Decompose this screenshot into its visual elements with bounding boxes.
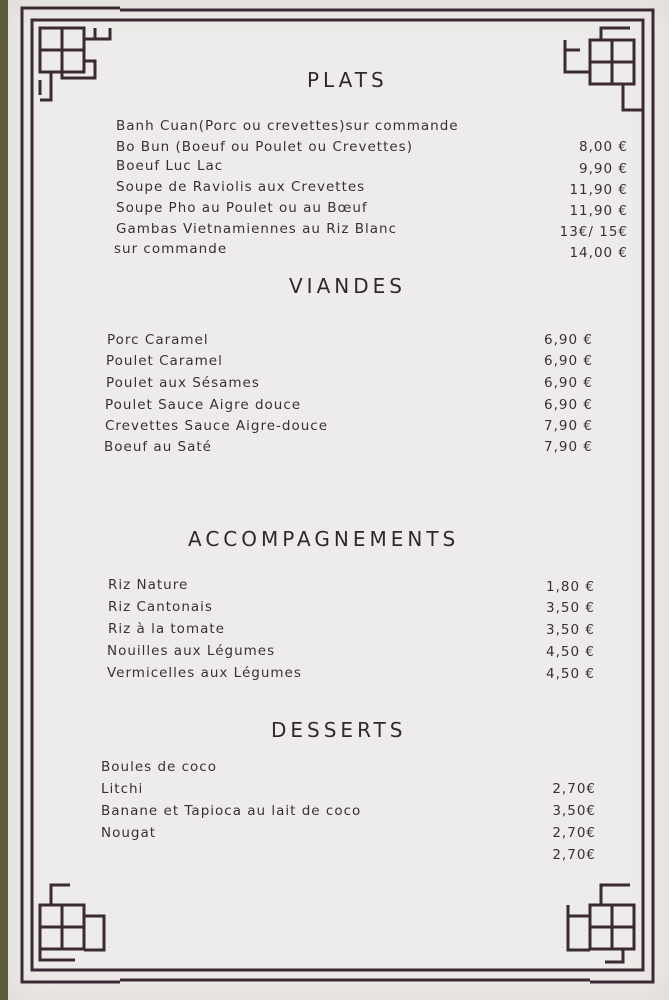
- menu-item-price: 11,90 €: [569, 203, 628, 219]
- menu-item-name: Bo Bun (Boeuf ou Poulet ou Crevettes): [116, 139, 413, 155]
- menu-item-name: Riz à la tomate: [108, 621, 225, 637]
- menu-item-name: Crevettes Sauce Aigre-douce: [105, 418, 329, 434]
- menu-item-name: Boules de coco: [101, 759, 217, 775]
- menu-item-price: 2,70€: [552, 781, 596, 797]
- menu-item-name: sur commande: [114, 241, 228, 257]
- menu-item-price: 11,90 €: [569, 182, 628, 198]
- menu-item-price: 9,90 €: [579, 161, 628, 177]
- menu-item-price: 2,70€: [552, 825, 596, 841]
- menu-item-price: 8,00 €: [579, 139, 628, 155]
- menu-item-price: 2,70€: [552, 847, 596, 863]
- menu-item-name: Soupe de Raviolis aux Crevettes: [116, 179, 366, 195]
- section-title-plats: PLATS: [307, 68, 388, 92]
- menu-item-name: Nouilles aux Légumes: [107, 643, 276, 659]
- menu-item-name: Litchi: [101, 781, 144, 797]
- menu-item-name: Porc Caramel: [107, 332, 209, 348]
- menu-item-name: Poulet Caramel: [106, 353, 223, 369]
- menu-item-price: 3,50 €: [546, 622, 595, 638]
- menu-item-price: 6,90 €: [544, 397, 593, 413]
- menu-item-name: Gambas Vietnamiennes au Riz Blanc: [116, 221, 398, 237]
- menu-item-price: 6,90 €: [544, 353, 593, 369]
- menu-item-price: 4,50 €: [546, 644, 595, 660]
- menu-item-price: 7,90 €: [544, 418, 593, 434]
- menu-item-name: Soupe Pho au Poulet ou au Bœuf: [116, 200, 368, 216]
- corner-ornament-bottom-left: [22, 885, 120, 982]
- menu-item-name: Riz Cantonais: [108, 599, 213, 615]
- section-title-viandes: VIANDES: [289, 274, 406, 298]
- corner-ornament-bottom-right: [568, 880, 653, 982]
- menu-item-name: Riz Nature: [108, 577, 189, 593]
- menu-item-price: 3,50 €: [546, 600, 595, 616]
- menu-item-price: 4,50 €: [546, 666, 595, 682]
- corner-ornament-top-right: [565, 10, 653, 110]
- menu-item-price: 3,50€: [552, 803, 596, 819]
- menu-item-price: 1,80 €: [546, 579, 595, 595]
- menu-item-price: 14,00 €: [569, 245, 628, 261]
- menu-item-name: Boeuf au Saté: [104, 439, 212, 455]
- corner-ornament-top-left: [22, 8, 120, 110]
- section-title-accompagnements: ACCOMPAGNEMENTS: [188, 527, 460, 551]
- menu-item-name: Poulet Sauce Aigre douce: [105, 397, 302, 413]
- section-title-desserts: DESSERTS: [271, 718, 407, 742]
- menu-item-price: 7,90 €: [544, 439, 593, 455]
- menu-item-name: Banh Cuan(Porc ou crevettes)sur commande: [116, 118, 459, 134]
- menu-item-name: Boeuf Luc Lac: [116, 158, 224, 174]
- menu-item-name: Vermicelles aux Légumes: [107, 665, 302, 681]
- menu-item-name: Banane et Tapioca au lait de coco: [101, 803, 362, 819]
- menu-item-price: 6,90 €: [544, 375, 593, 391]
- menu-item-name: Nougat: [101, 825, 157, 841]
- menu-item-price: 6,90 €: [544, 332, 593, 348]
- menu-item-name: Poulet aux Sésames: [106, 375, 260, 391]
- menu-item-price: 13€/ 15€: [559, 224, 628, 240]
